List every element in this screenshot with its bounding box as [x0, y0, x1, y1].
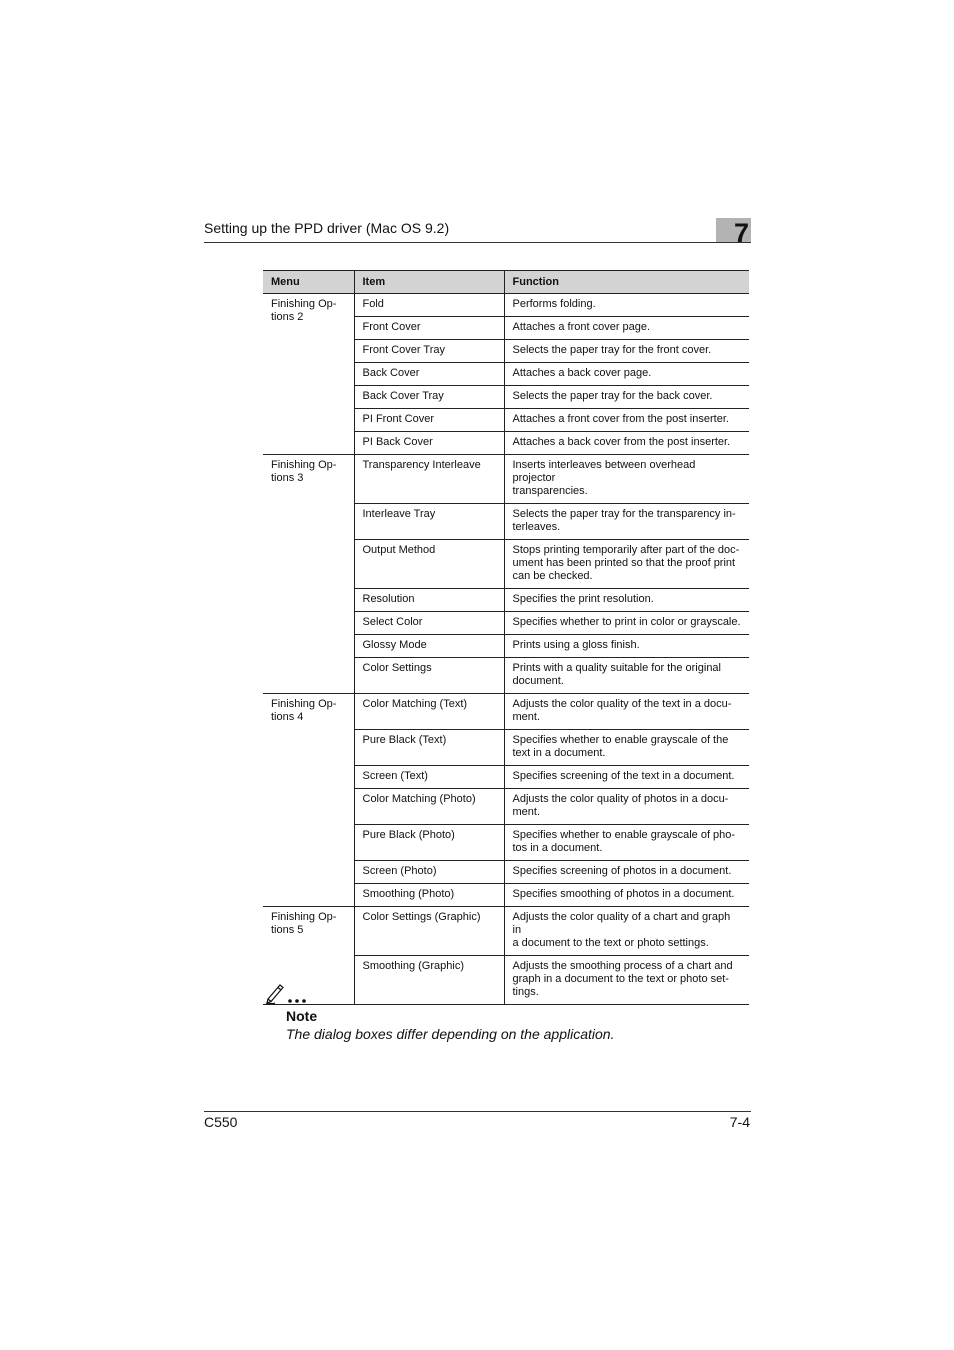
table-row — [263, 907, 749, 956]
item-cell: Smoothing (Graphic) — [354, 956, 504, 1005]
function-cell: Specifies whether to print in color or grayscale. — [504, 612, 749, 635]
function-cell: Specifies whether to enable grayscale of the text in a document. — [504, 730, 749, 766]
item-cell: Back Cover — [354, 363, 504, 386]
header-title: Setting up the PPD driver (Mac OS 9.2) — [204, 220, 450, 236]
function-cell: Attaches a back cover page. — [504, 363, 749, 386]
item-cell: Output Method — [354, 540, 504, 589]
function-cell: Prints with a quality suitable for the original document. — [504, 658, 749, 694]
menu-cell: Finishing Op- tions 4 — [263, 694, 354, 907]
note-label: Note — [286, 1008, 318, 1024]
function-cell: Selects the paper tray for the transparency in- terleaves. — [504, 504, 749, 540]
function-cell: Specifies whether to enable grayscale of pho- tos in a document. — [504, 825, 749, 861]
function-cell: Selects the paper tray for the back cover. — [504, 386, 749, 409]
function-cell: Attaches a front cover from the post inserter. — [504, 409, 749, 432]
item-cell: Glossy Mode — [354, 635, 504, 658]
chapter-number: 7 — [734, 218, 750, 248]
function-cell: Specifies the print resolution. — [504, 589, 749, 612]
menu-cell: Finishing Op- tions 5 — [263, 907, 354, 1005]
footer-model: C550 — [204, 1114, 238, 1130]
item-cell: Front Cover — [354, 317, 504, 340]
item-cell: Screen (Text) — [354, 766, 504, 789]
footer-divider — [204, 1111, 751, 1112]
item-cell: Select Color — [354, 612, 504, 635]
item-cell: Color Matching (Text) — [354, 694, 504, 730]
note-text: The dialog boxes differ depending on the application. — [286, 1026, 615, 1042]
item-cell: Fold — [354, 294, 504, 317]
column-header-menu: Menu — [263, 271, 354, 294]
item-cell: Transparency Interleave — [354, 455, 504, 504]
function-cell: Attaches a front cover page. — [504, 317, 749, 340]
item-cell: Color Settings (Graphic) — [354, 907, 504, 956]
footer-page-number: 7-4 — [729, 1114, 750, 1130]
function-cell: Stops printing temporarily after part of the doc- ument has been printed so that the proof print can be checked. — [504, 540, 749, 589]
header-divider — [204, 242, 751, 243]
column-header-item: Item — [354, 271, 504, 294]
function-cell: Selects the paper tray for the front cover. — [504, 340, 749, 363]
item-cell: Color Matching (Photo) — [354, 789, 504, 825]
function-cell: Attaches a back cover from the post inserter. — [504, 432, 749, 455]
table-row — [263, 294, 749, 317]
item-cell: Pure Black (Text) — [354, 730, 504, 766]
table-body — [263, 294, 749, 1005]
function-cell: Adjusts the color quality of a chart and graph in a document to the text or photo settings. — [504, 907, 749, 956]
item-cell: Pure Black (Photo) — [354, 825, 504, 861]
function-cell: Adjusts the smoothing process of a chart and graph in a document to the text or photo set- tings. — [504, 956, 749, 1005]
item-cell: Smoothing (Photo) — [354, 884, 504, 907]
settings-table — [263, 270, 749, 1005]
table-row — [263, 694, 749, 730]
item-cell: Back Cover Tray — [354, 386, 504, 409]
item-cell: Resolution — [354, 589, 504, 612]
function-cell: Specifies smoothing of photos in a document. — [504, 884, 749, 907]
pencil-note-icon — [264, 978, 312, 1006]
function-cell: Inserts interleaves between overhead projector transparencies. — [504, 455, 749, 504]
function-cell: Specifies screening of the text in a document. — [504, 766, 749, 789]
column-header-function: Function — [504, 271, 749, 294]
item-cell: Color Settings — [354, 658, 504, 694]
function-cell: Performs folding. — [504, 294, 749, 317]
function-cell: Adjusts the color quality of photos in a docu- ment. — [504, 789, 749, 825]
menu-cell: Finishing Op- tions 3 — [263, 455, 354, 694]
menu-cell: Finishing Op- tions 2 — [263, 294, 354, 455]
function-cell: Adjusts the color quality of the text in a docu- ment. — [504, 694, 749, 730]
item-cell: Screen (Photo) — [354, 861, 504, 884]
table-header-row — [263, 271, 749, 294]
table-row — [263, 455, 749, 504]
item-cell: Front Cover Tray — [354, 340, 504, 363]
function-cell: Specifies screening of photos in a document. — [504, 861, 749, 884]
item-cell: Interleave Tray — [354, 504, 504, 540]
function-cell: Prints using a gloss finish. — [504, 635, 749, 658]
item-cell: PI Front Cover — [354, 409, 504, 432]
item-cell: PI Back Cover — [354, 432, 504, 455]
